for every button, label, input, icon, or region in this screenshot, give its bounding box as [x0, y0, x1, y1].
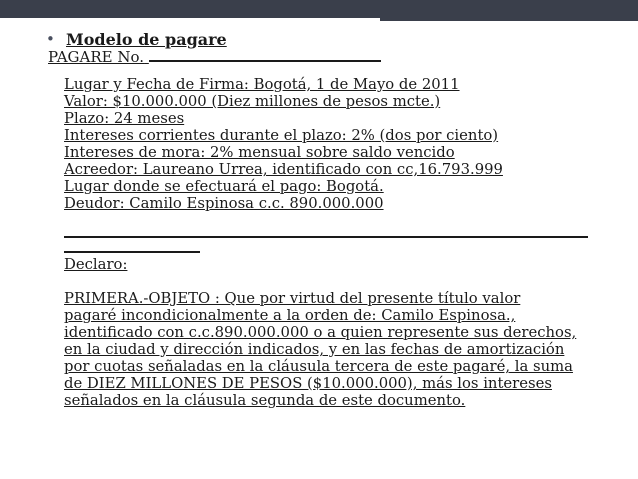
- detail-line-valor: Valor: $10.000.000 (Diez millones de pesos mcte.): [64, 93, 441, 110]
- blank-signature-line-1: [64, 236, 588, 238]
- pagare-details: [64, 76, 624, 212]
- detail-line-deudor: Deudor: Camilo Espinosa c.c. 890.000.000: [64, 195, 384, 212]
- pagare-number-line: [48, 48, 381, 66]
- detail-line-fecha: Lugar y Fecha de Firma: Bogotá, 1 de Mayo de 2011: [64, 76, 460, 93]
- clause-line: por cuotas señaladas en la cláusula tercera de este pagaré, la suma: [64, 358, 573, 375]
- detail-line-intereses-mora: Intereses de mora: 2% mensual sobre saldo vencido: [64, 144, 455, 161]
- clause-line: de DIEZ MILLONES DE PESOS ($10.000.000), más los intereses: [64, 375, 552, 392]
- clause-line: identificado con c.c.890.000.000 o a quien represente sus derechos,: [64, 324, 577, 341]
- clause-line: señalados en la cláusula segunda de este documento.: [64, 392, 466, 409]
- clause-primera: [64, 290, 624, 409]
- slide-heading: Modelo de pagare: [66, 30, 227, 49]
- clause-line: en la ciudad y dirección indicados, y en las fechas de amortización: [64, 341, 565, 358]
- declaro-text: Declaro:: [64, 256, 128, 273]
- clause-line: PRIMERA.-OBJETO : Que por virtud del presente título valor: [64, 290, 521, 307]
- detail-line-plazo: Plazo: 24 meses: [64, 110, 185, 127]
- detail-line-acreedor: Acreedor: Laureano Urrea, identificado con cc,16.793.999: [64, 161, 503, 178]
- pagare-label: PAGARE No.: [48, 48, 145, 66]
- blank-signature-line-2: [64, 251, 200, 253]
- pagare-number-blank: [149, 50, 381, 62]
- declaro-label: [64, 256, 624, 273]
- detail-line-lugar-pago: Lugar donde se efectuará el pago: Bogotá.: [64, 178, 384, 195]
- clause-line: pagaré incondicionalmente a la orden de: Camilo Espinosa.,: [64, 307, 516, 324]
- detail-line-intereses-corrientes: Intereses corrientes durante el plazo: 2% (dos por ciento): [64, 127, 499, 144]
- bullet-icon: •: [46, 30, 55, 48]
